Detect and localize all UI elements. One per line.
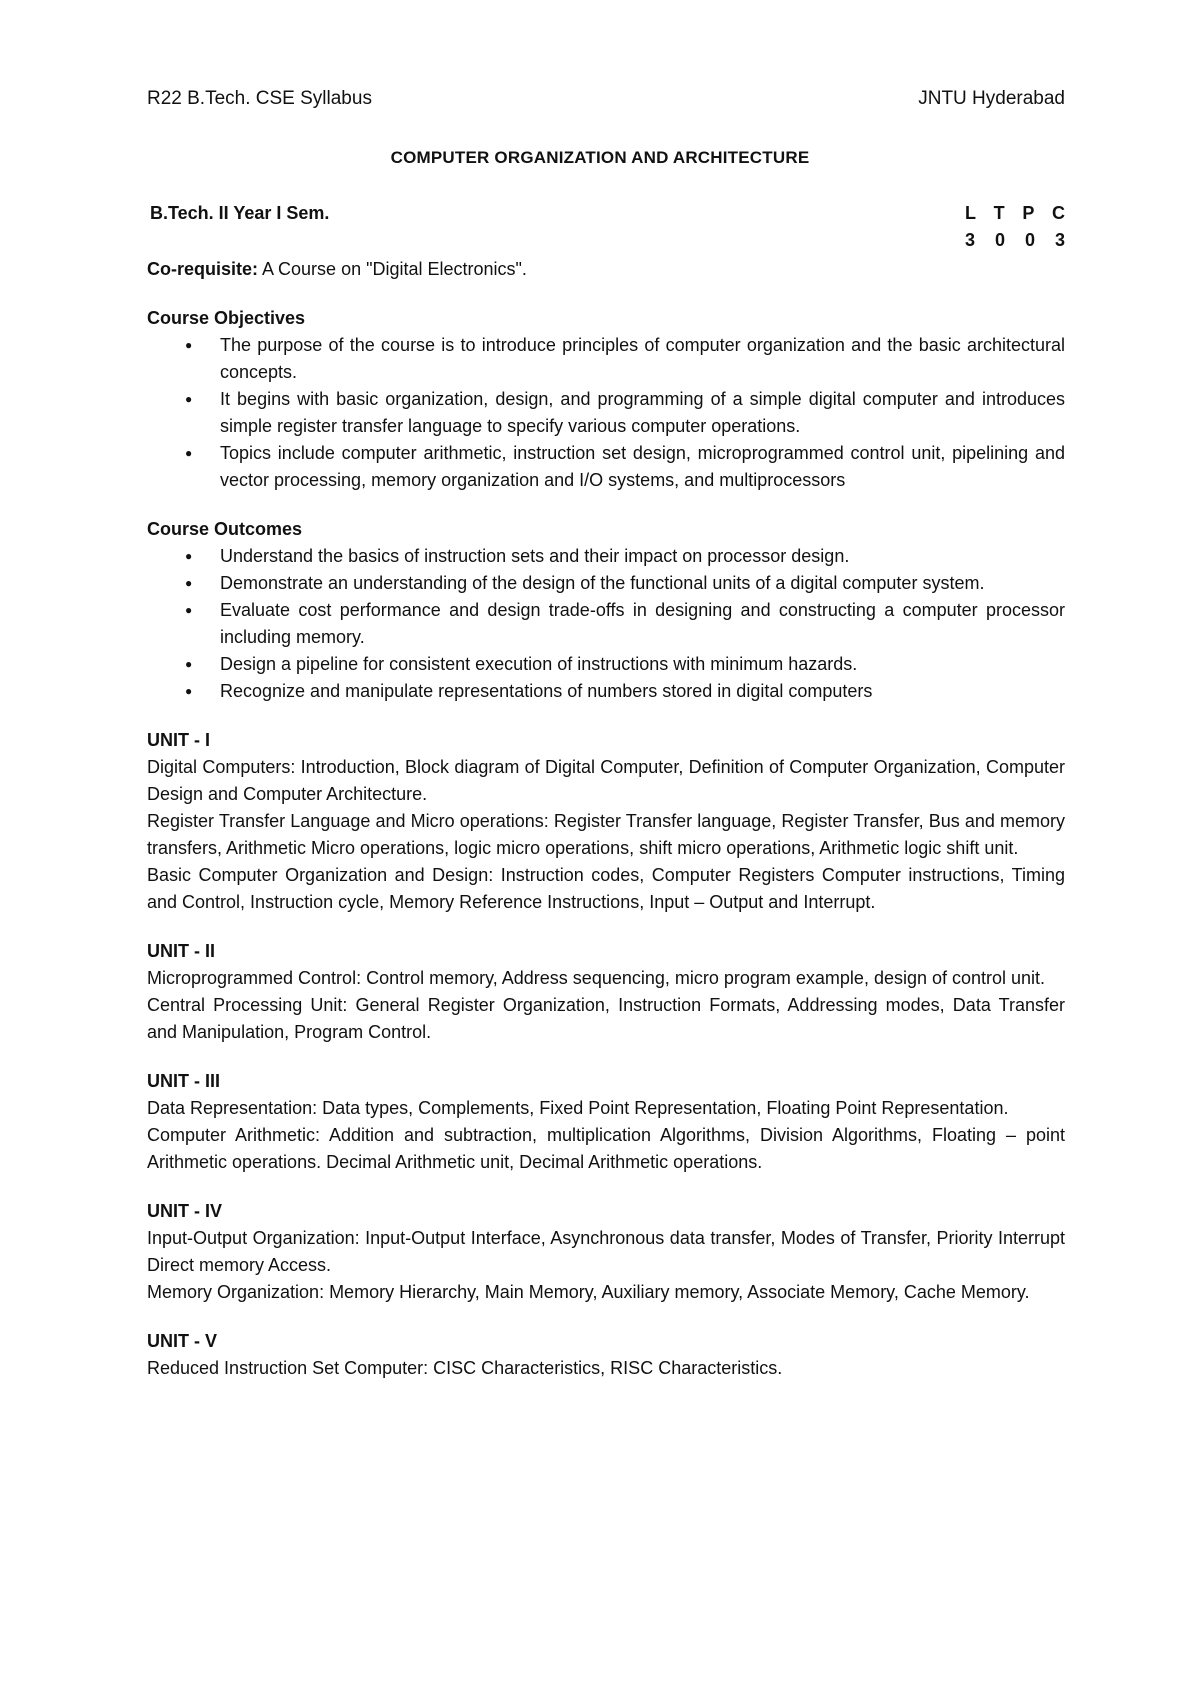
ltpc-labels — [965, 200, 1065, 227]
unit-3 — [147, 1068, 1065, 1176]
list-item — [147, 543, 1065, 570]
bullet-icon: ● — [185, 657, 193, 671]
ltpc-value: 0 — [994, 230, 1005, 250]
syllabus-content — [147, 200, 1065, 1382]
unit-paragraph: Reduced Instruction Set Computer: CISC Characteristics, RISC Characteristics. — [147, 1358, 783, 1378]
bullet-icon: ● — [185, 446, 193, 460]
ltpc-label: L — [965, 203, 976, 223]
bullet-icon: ● — [185, 338, 193, 352]
unit-4 — [147, 1198, 1065, 1306]
ltpc-table — [965, 200, 1065, 254]
bullet-icon: ● — [185, 603, 193, 617]
ltpc-value: 3 — [1054, 230, 1065, 250]
unit-paragraph: Register Transfer Language and Micro operations: Register Transfer language, Register Transfer, Bus and memory transfers, Arithmetic Micro operations, logic micro operations, shift micro operations, Arithmetic logic shift unit. — [147, 811, 1065, 858]
list-item-text: Demonstrate an understanding of the design of the functional units of a digital computer system. — [220, 573, 985, 593]
bullet-icon: ● — [185, 549, 193, 563]
ltpc-value: 3 — [965, 230, 976, 250]
unit-2 — [147, 938, 1065, 1046]
list-item-text: Understand the basics of instruction sets and their impact on processor design. — [220, 546, 850, 566]
list-item-text: The purpose of the course is to introduce principles of computer organization and the basic architectural concepts. — [220, 335, 1065, 382]
list-item — [147, 597, 1065, 651]
unit-paragraph: Computer Arithmetic: Addition and subtraction, multiplication Algorithms, Division Algorithms, Floating – point Arithmetic operations. Decimal Arithmetic unit, Decimal Arithmetic operations. — [147, 1125, 1065, 1172]
corequisite — [147, 256, 1065, 283]
ltpc-label: C — [1051, 203, 1065, 223]
ltpc-value: 0 — [1024, 230, 1035, 250]
list-item-text: Design a pipeline for consistent execution of instructions with minimum hazards. — [220, 654, 858, 674]
unit-paragraph: Input-Output Organization: Input-Output Interface, Asynchronous data transfer, Modes of Transfer, Priority Interrupt Direct memory Access. — [147, 1228, 1065, 1275]
list-item-text: Recognize and manipulate representations of numbers stored in digital computers — [220, 681, 873, 701]
objectives-heading: Course Objectives — [147, 308, 306, 328]
list-item — [147, 332, 1065, 386]
ltpc-label: T — [993, 203, 1005, 223]
header-right: JNTU Hyderabad — [918, 88, 1065, 109]
bullet-icon: ● — [185, 576, 193, 590]
outcomes-list — [147, 543, 1065, 705]
corequisite-text: A Course on "Digital Electronics". — [258, 259, 527, 279]
unit-title: UNIT - I — [147, 730, 210, 750]
bullet-icon: ● — [185, 392, 193, 406]
list-item — [147, 386, 1065, 440]
unit-title: UNIT - IV — [147, 1201, 222, 1221]
ltpc-values — [965, 227, 1065, 254]
unit-1 — [147, 727, 1065, 916]
unit-paragraph: Basic Computer Organization and Design: Instruction codes, Computer Registers Computer instructions, Timing and Control, Instruction cycle, Memory Reference Instructions, Input – Output and Interrupt. — [147, 865, 1065, 912]
list-item — [147, 440, 1065, 494]
unit-paragraph: Memory Organization: Memory Hierarchy, Main Memory, Auxiliary memory, Associate Memory, Cache Memory. — [147, 1282, 1030, 1302]
objectives-list — [147, 332, 1065, 494]
course-title: COMPUTER ORGANIZATION AND ARCHITECTURE — [390, 148, 810, 167]
list-item — [147, 651, 1065, 678]
semester-label: B.Tech. II Year I Sem. — [150, 203, 330, 223]
list-item — [147, 678, 1065, 705]
unit-title: UNIT - III — [147, 1071, 220, 1091]
unit-title: UNIT - V — [147, 1331, 217, 1351]
outcomes-heading: Course Outcomes — [147, 519, 303, 539]
corequisite-label: Co-requisite: — [147, 259, 259, 279]
header-left: R22 B.Tech. CSE Syllabus — [147, 88, 372, 109]
unit-5 — [147, 1328, 1065, 1382]
semester-row — [147, 200, 1065, 254]
unit-paragraph: Digital Computers: Introduction, Block diagram of Digital Computer, Definition of Computer Organization, Computer Design and Computer Architecture. — [147, 757, 1065, 804]
list-item — [147, 570, 1065, 597]
page-header — [147, 88, 1065, 110]
bullet-icon: ● — [185, 684, 193, 698]
list-item-text: It begins with basic organization, design, and programming of a simple digital computer and introduces simple register transfer language to specify various computer operations. — [220, 389, 1065, 436]
unit-paragraph: Data Representation: Data types, Complements, Fixed Point Representation, Floating Point Representation. — [147, 1098, 1009, 1118]
ltpc-label: P — [1022, 203, 1035, 223]
list-item-text: Topics include computer arithmetic, instruction set design, microprogrammed control unit, pipelining and vector processing, memory organization and I/O systems, and multiprocessors — [220, 443, 1065, 490]
unit-title: UNIT - II — [147, 941, 215, 961]
unit-paragraph: Central Processing Unit: General Register Organization, Instruction Formats, Addressing modes, Data Transfer and Manipulation, Program Control. — [147, 995, 1065, 1042]
unit-paragraph: Microprogrammed Control: Control memory, Address sequencing, micro program example, design of control unit. — [147, 968, 1046, 988]
list-item-text: Evaluate cost performance and design trade-offs in designing and constructing a computer processor including memory. — [220, 600, 1065, 647]
